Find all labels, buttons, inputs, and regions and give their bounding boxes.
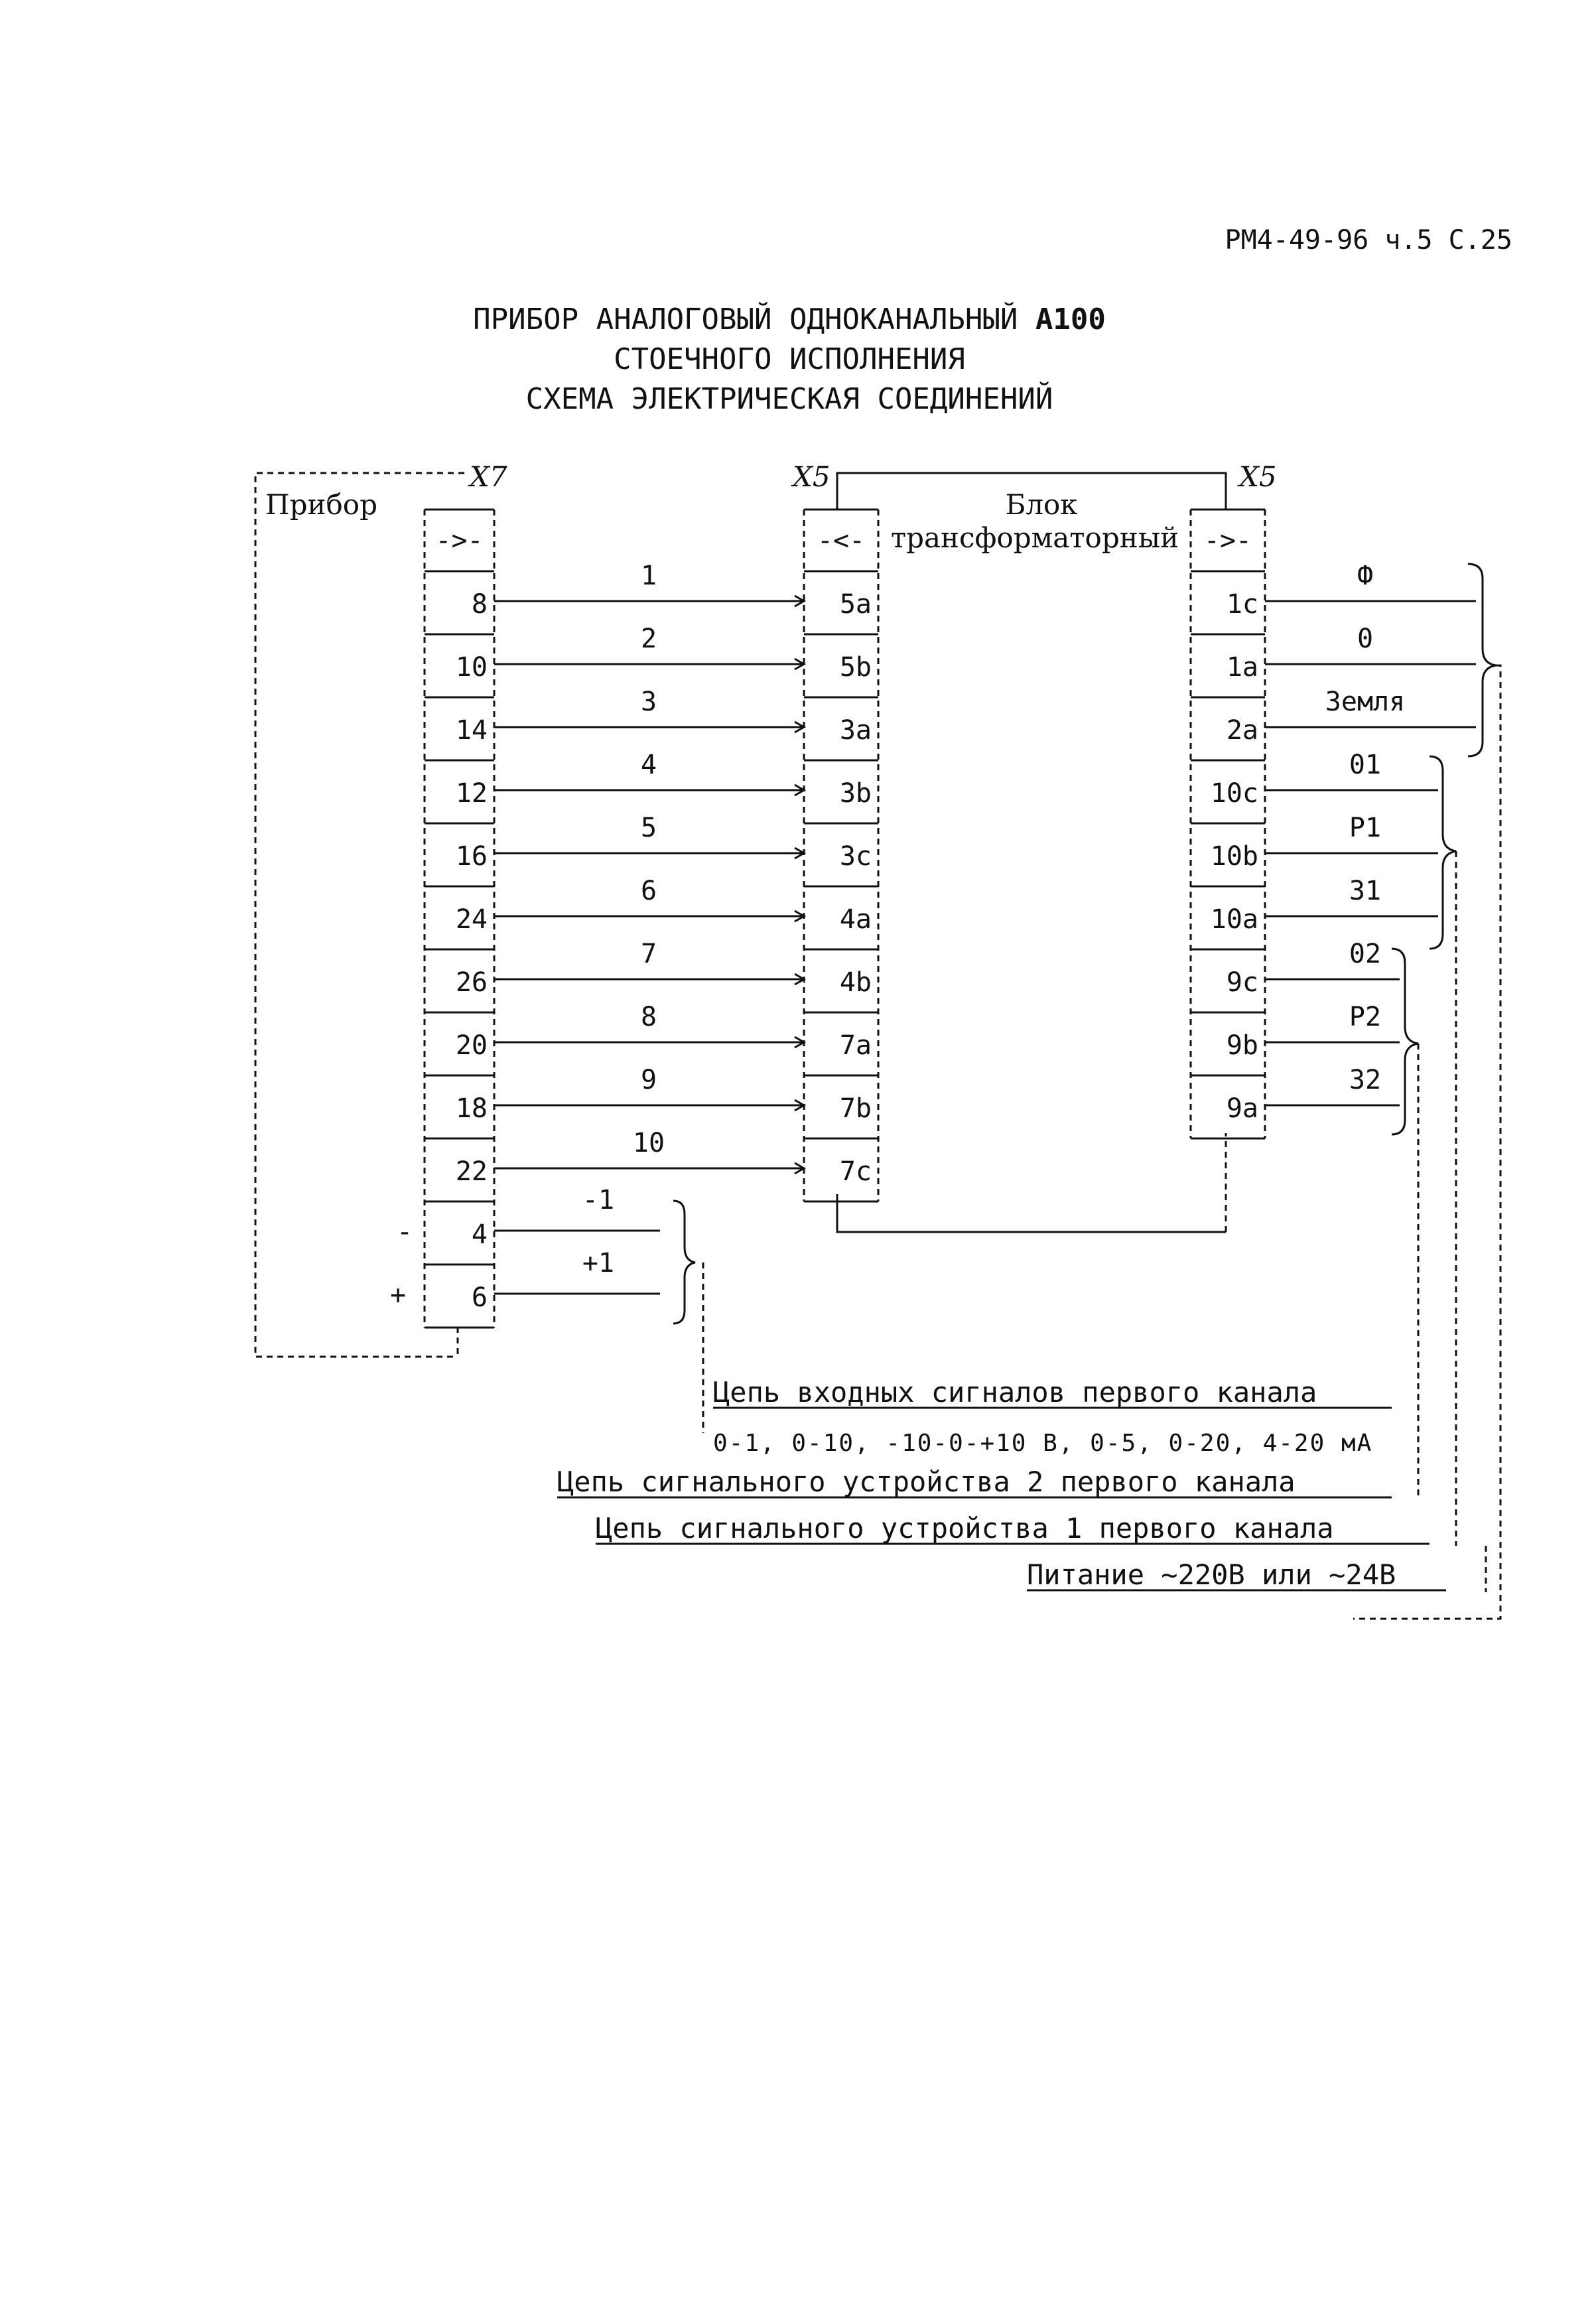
power-caption: Питание ~220В или ~24В	[1027, 1558, 1396, 1591]
document-reference: РМ4-49-96 ч.5 С.25	[1225, 225, 1512, 255]
x5-right-pin-2a: 2a	[1226, 715, 1258, 746]
wire-label-8: 8	[640, 1002, 657, 1032]
connector-x5-right	[1191, 510, 1265, 1138]
block-label-line-1: Блок	[1005, 488, 1078, 521]
output-label-3: Земля	[1325, 687, 1406, 717]
output-label-4: 01	[1349, 750, 1382, 780]
output-label-2: 0	[1357, 624, 1374, 654]
x7-pin-8: 8	[471, 589, 488, 620]
wire-label-2: 2	[640, 624, 657, 654]
wire-label-1: 1	[640, 561, 657, 591]
x7-pin-20: 20	[455, 1030, 488, 1061]
x5-left-pin-5a: 5a	[839, 589, 872, 620]
x5-left-pin-7b: 7b	[839, 1093, 872, 1124]
x5-left-pin-3a: 3a	[839, 715, 872, 746]
output-label-8: P2	[1349, 1002, 1382, 1032]
x7-symbol: ->-	[435, 525, 484, 556]
x5-right-pin-9c: 9c	[1226, 967, 1258, 998]
block-label-line-2: трансформаторный	[890, 521, 1179, 554]
polarity-minus: -	[396, 1217, 413, 1247]
wire-label-4: 4	[640, 750, 657, 780]
x7-pin-4: 4	[471, 1219, 488, 1250]
x5-right-pin-10a: 10a	[1210, 904, 1258, 935]
connector-x7-label: X7	[470, 460, 507, 493]
connector-x5-right-label: X5	[1239, 460, 1277, 493]
diagram-title-line-2: СТОЕЧНОГО ИСПОЛНЕНИЯ	[614, 342, 965, 376]
wire-label-5: 5	[640, 813, 657, 843]
device-label: Прибор	[265, 488, 377, 521]
output-label-5: P1	[1349, 813, 1382, 843]
x7-pin-24: 24	[455, 904, 488, 935]
x5-right-pin-9a: 9a	[1226, 1093, 1258, 1124]
x7-pin-16: 16	[455, 841, 488, 872]
x7-pin-22: 22	[455, 1156, 488, 1187]
diagram-title-line-1: ПРИБОР АНАЛОГОВЫЙ ОДНОКАНАЛЬНЫЙ А100	[473, 303, 1106, 336]
input-signal-brace	[673, 1201, 695, 1324]
device-enclosure	[255, 473, 464, 1357]
connector-x7	[425, 510, 494, 1328]
x7-pin-6: 6	[471, 1282, 488, 1313]
x5-left-pin-7a: 7a	[839, 1030, 872, 1061]
power-lead	[1353, 665, 1500, 1619]
x5-left-symbol: -<-	[817, 525, 866, 556]
input-signal-plus-label: +1	[582, 1248, 615, 1278]
x5-left-pin-4b: 4b	[839, 967, 872, 998]
output-label-9: 32	[1349, 1065, 1382, 1095]
x5-left-pin-5b: 5b	[839, 652, 872, 683]
x5-right-pin-1c: 1c	[1226, 589, 1258, 620]
output-label-7: 02	[1349, 939, 1382, 969]
x5-left-pin-3b: 3b	[839, 778, 872, 809]
diagram-title-line-3: СХЕМА ЭЛЕКТРИЧЕСКАЯ СОЕДИНЕНИЙ	[525, 382, 1053, 416]
wire-label-6: 6	[640, 876, 657, 906]
x7-pin-12: 12	[455, 778, 488, 809]
transformer-block-bottom-link	[837, 1194, 1226, 1232]
wire-label-10: 10	[632, 1128, 665, 1158]
output-label-1: Ф	[1357, 561, 1374, 591]
input-ranges-caption: 0-1, 0-10, -10-0-+10 В, 0-5, 0-20, 4-20 мА	[713, 1430, 1373, 1457]
wire-label-7: 7	[640, 939, 657, 969]
connector-x5-left-label: X5	[793, 460, 831, 493]
x7-pin-26: 26	[455, 967, 488, 998]
connector-x5-left	[804, 510, 878, 1201]
polarity-plus: +	[389, 1280, 407, 1310]
input-signal-minus-label: -1	[582, 1185, 615, 1215]
x7-pin-14: 14	[455, 715, 488, 746]
wire-label-9: 9	[640, 1065, 657, 1095]
x7-pin-18: 18	[455, 1093, 488, 1124]
signal-device-2-caption: Цепь сигнального устройства 2 первого канала	[557, 1466, 1296, 1498]
x5-left-pin-3c: 3c	[839, 841, 872, 872]
x5-left-pin-7c: 7c	[839, 1156, 872, 1187]
input-circuit-caption: Цепь входных сигналов первого канала	[713, 1376, 1317, 1408]
output-label-6: 31	[1349, 876, 1382, 906]
x7-pin-10: 10	[455, 652, 488, 683]
x5-right-pin-10b: 10b	[1210, 841, 1258, 872]
x5-right-symbol: ->-	[1203, 525, 1252, 556]
x5-right-pin-9b: 9b	[1226, 1030, 1258, 1061]
x5-right-pin-10c: 10c	[1210, 778, 1258, 809]
x5-right-pin-1a: 1a	[1226, 652, 1258, 683]
wire-label-3: 3	[640, 687, 657, 717]
signal-device-1-caption: Цепь сигнального устройства 1 первого канала	[596, 1512, 1334, 1544]
x5-left-pin-4a: 4a	[839, 904, 872, 935]
wires-x5-outputs	[1265, 561, 1476, 1105]
wires-x7-x5	[494, 561, 804, 1174]
